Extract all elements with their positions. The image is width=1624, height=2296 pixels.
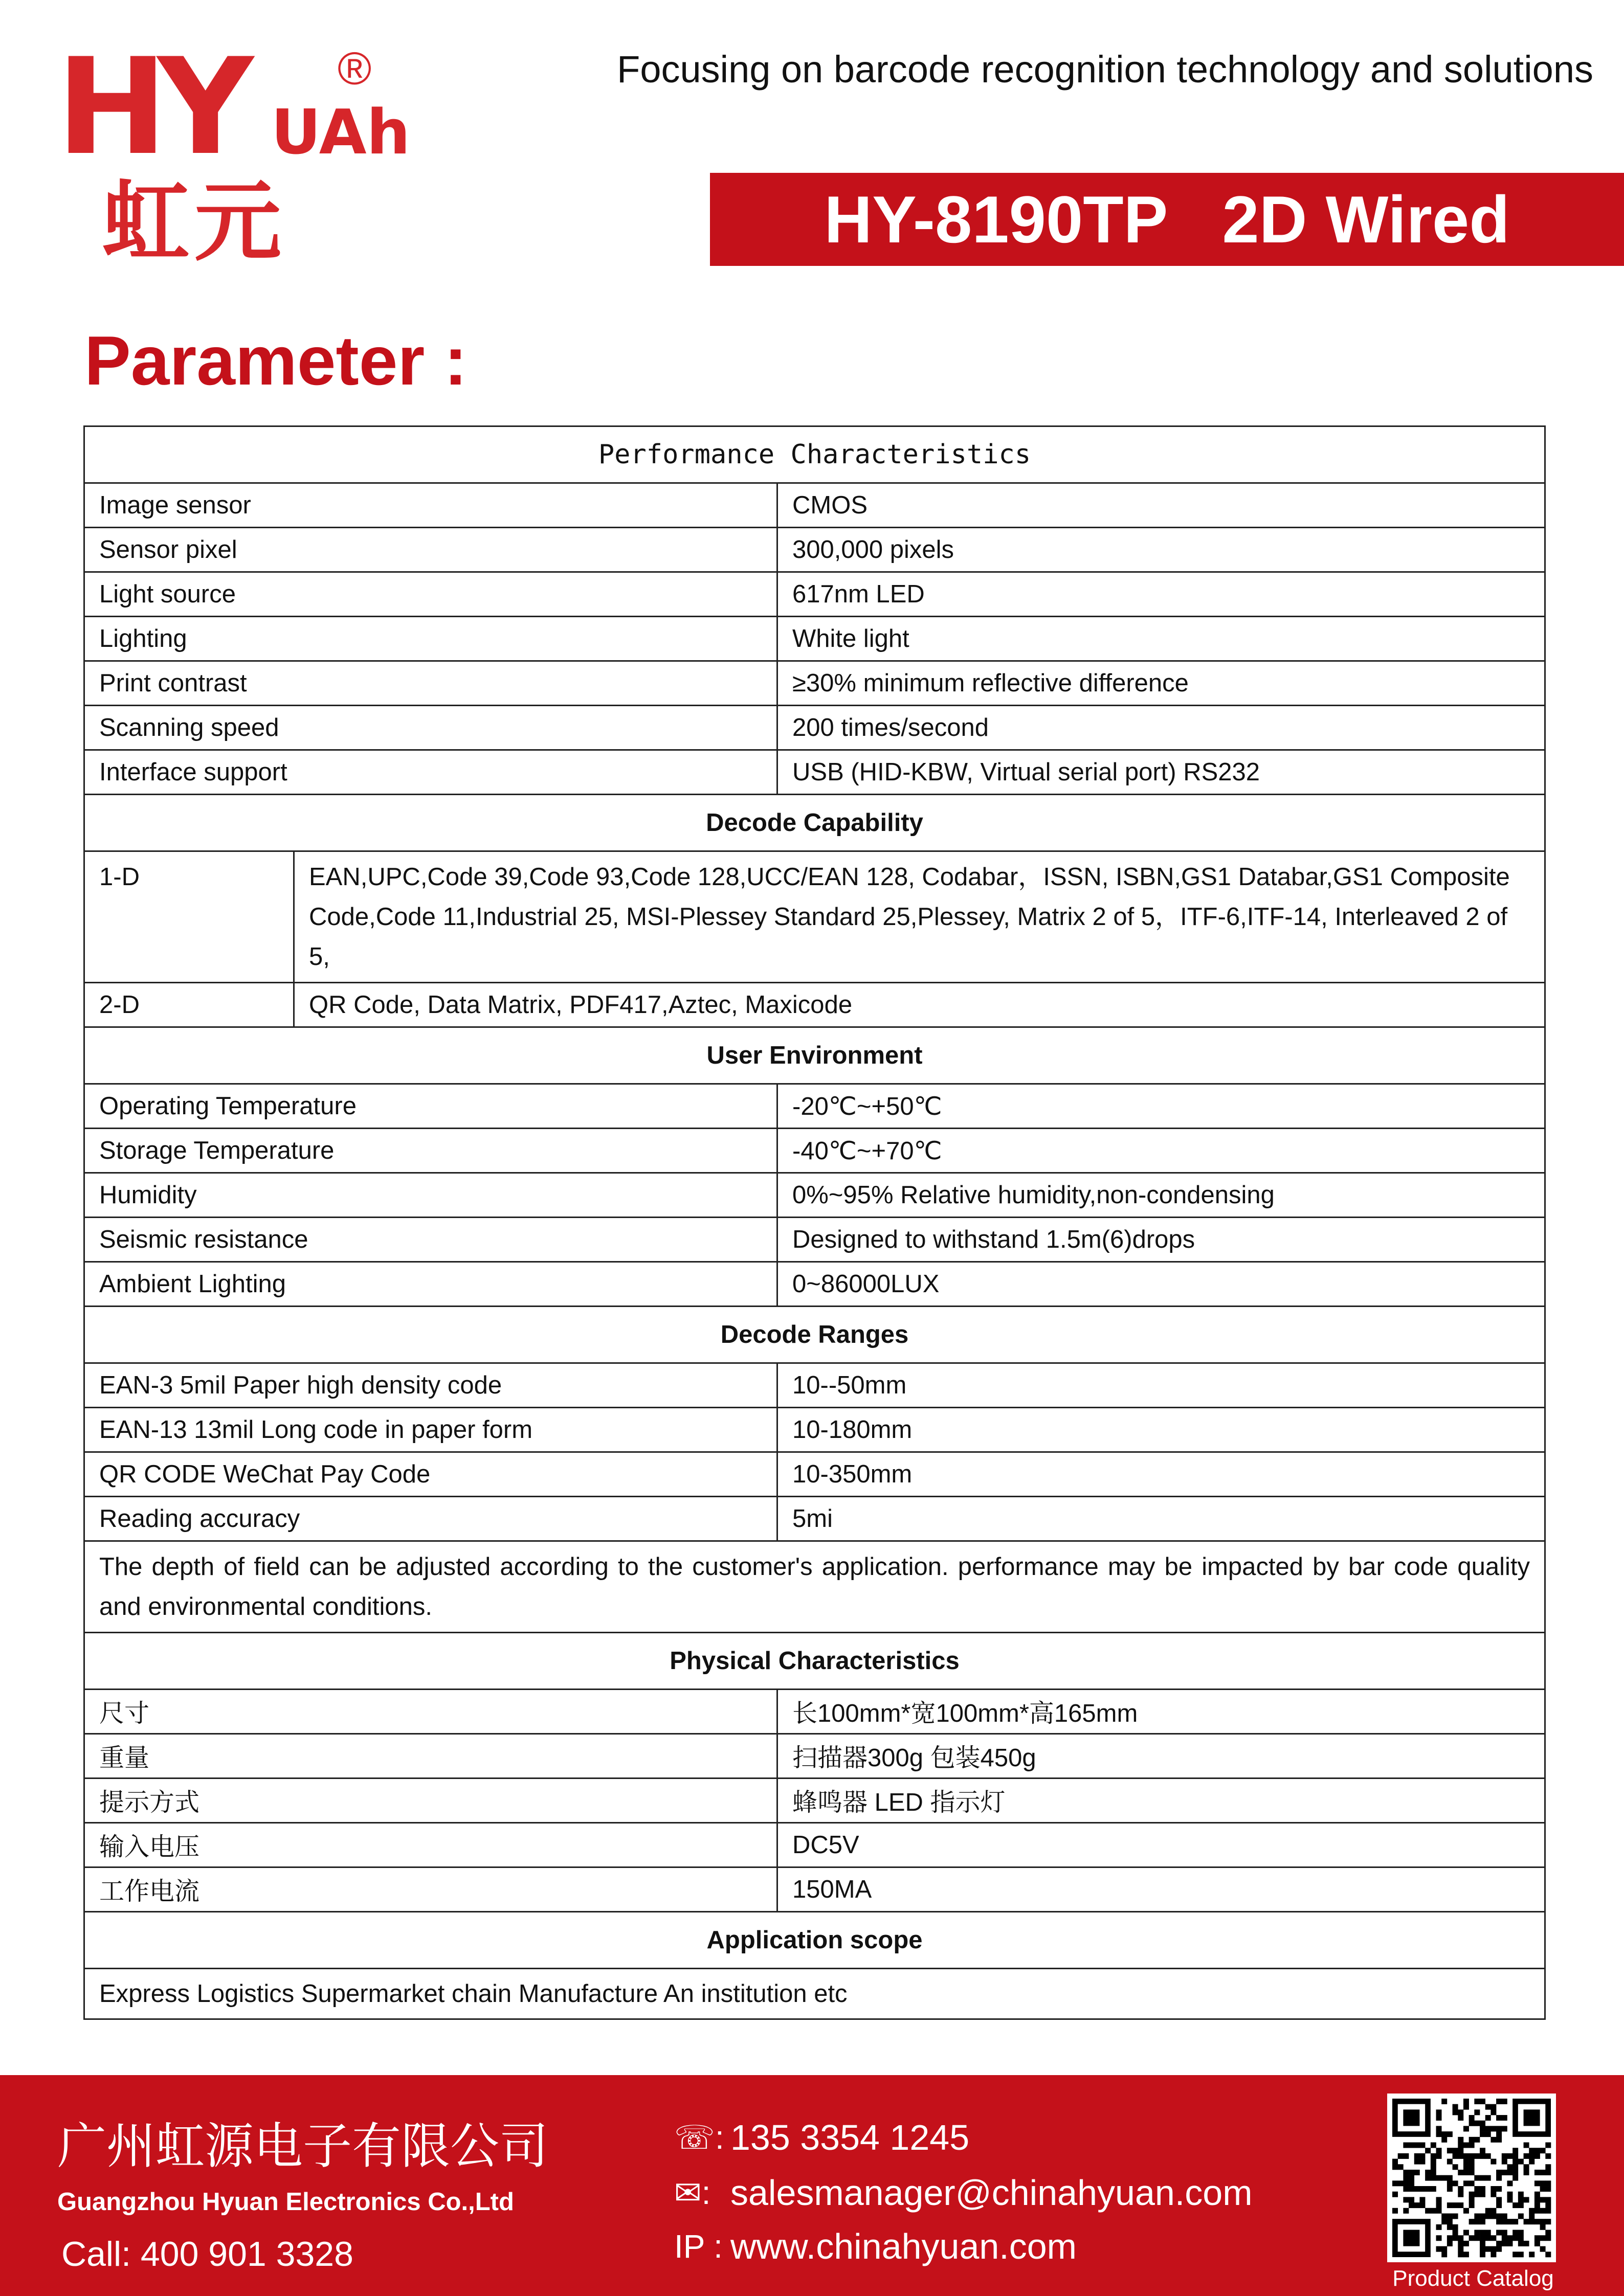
section-header-row (84, 1027, 1545, 1084)
spec-value: 0~86000LUX (777, 1262, 1545, 1307)
spec-label: 提示方式 (84, 1779, 777, 1823)
spec-value: White light (777, 617, 1545, 661)
spec-label: Operating Temperature (84, 1084, 777, 1129)
table-row (84, 617, 1545, 661)
table-row (84, 1823, 1545, 1867)
logo-latin-main: HY (56, 30, 243, 185)
company-logo (51, 30, 411, 273)
spec-value: 300,000 pixels (777, 528, 1545, 572)
spec-label: Storage Temperature (84, 1129, 777, 1173)
table-row (84, 1734, 1545, 1779)
decode-ranges-note: The depth of field can be adjusted according to the customer's application. performance may be impacted by bar code quality and environmental conditions. (84, 1541, 1545, 1633)
table-row (84, 750, 1545, 795)
email-row (674, 2170, 1253, 2216)
spec-label: QR CODE WeChat Pay Code (84, 1452, 777, 1497)
section-application-heading: Application scope (84, 1912, 1545, 1969)
table-row (84, 706, 1545, 750)
spec-label: 工作电流 (84, 1867, 777, 1912)
spec-value: 5mi (777, 1497, 1545, 1541)
website-url: www.chinahyuan.com (730, 2226, 1077, 2266)
spec-label: Ambient Lighting (84, 1262, 777, 1307)
spec-label: Reading accuracy (84, 1497, 777, 1541)
qr-code-graphic (1387, 2094, 1556, 2262)
spec-label: 1-D (84, 851, 294, 983)
section-decode-ranges-heading: Decode Ranges (84, 1307, 1545, 1363)
table-row (84, 1408, 1545, 1452)
company-name-en: Guangzhou Hyuan Electronics Co.,Ltd (57, 2188, 514, 2216)
spec-label: Seismic resistance (84, 1218, 777, 1262)
spec-label: Scanning speed (84, 706, 777, 750)
section-decode-capability-heading: Decode Capability (84, 795, 1545, 851)
table-row (84, 1262, 1545, 1307)
company-name-cn: 广州虹源电子有限公司 (57, 2119, 548, 2174)
spec-value: 蜂鸣器 LED 指示灯 (777, 1779, 1545, 1823)
hotline: Call: 400 901 3328 (61, 2235, 353, 2274)
table-row (84, 1129, 1545, 1173)
table-row (84, 1690, 1545, 1734)
table-row (84, 851, 1545, 983)
section-header-row (84, 1307, 1545, 1363)
email-address: salesmanager@chinahyuan.com (730, 2173, 1253, 2213)
ip-label: IP : (674, 2228, 723, 2265)
table-row (84, 983, 1545, 1027)
section-header-row (84, 1912, 1545, 1969)
spec-value: 长100mm*宽100mm*高165mm (777, 1690, 1545, 1734)
spec-label: Lighting (84, 617, 777, 661)
spec-label: 尺寸 (84, 1690, 777, 1734)
spec-label: Sensor pixel (84, 528, 777, 572)
tagline: Focusing on barcode recognition technology and solutions (617, 48, 1593, 91)
product-title: HY-8190TP 2D Wired (710, 173, 1624, 266)
spec-table (83, 425, 1546, 2020)
application-scope-text: Express Logistics Supermarket chain Manufacture An institution etc (84, 1969, 1545, 2019)
spec-value: -40℃~+70℃ (777, 1129, 1545, 1173)
section-header-row (84, 795, 1545, 851)
spec-label: EAN-13 13mil Long code in paper form (84, 1408, 777, 1452)
spec-value: Designed to withstand 1.5m(6)drops (777, 1218, 1545, 1262)
table-row (84, 483, 1545, 528)
section-performance-heading: Performance Characteristics (84, 426, 1545, 483)
table-row (84, 572, 1545, 617)
table-row (84, 1779, 1545, 1823)
spec-value: ≥30% minimum reflective difference (777, 661, 1545, 706)
qr-caption: Product Catalog (1392, 2266, 1554, 2291)
spec-value: 200 times/second (777, 706, 1545, 750)
section-user-environment-heading: User Environment (84, 1027, 1545, 1084)
spec-label: Light source (84, 572, 777, 617)
spec-value: 扫描器300g 包装450g (777, 1734, 1545, 1779)
spec-value: QR Code, Data Matrix, PDF417,Aztec, Maxicode (294, 983, 1545, 1027)
website-row (674, 2223, 1077, 2269)
spec-value: -20℃~+50℃ (777, 1084, 1545, 1129)
phone-icon: ☏: (674, 2119, 724, 2156)
spec-value: DC5V (777, 1823, 1545, 1867)
section-physical-heading: Physical Characteristics (84, 1633, 1545, 1690)
table-row (84, 528, 1545, 572)
logo-latin-sub: UAh (271, 97, 411, 168)
section-header-row (84, 1633, 1545, 1690)
table-row (84, 1452, 1545, 1497)
spec-label: 输入电压 (84, 1823, 777, 1867)
section-header-row (84, 426, 1545, 483)
spec-label: EAN-3 5mil Paper high density code (84, 1363, 777, 1408)
spec-label: 重量 (84, 1734, 777, 1779)
spec-value: 10-180mm (777, 1408, 1545, 1452)
spec-value: CMOS (777, 483, 1545, 528)
spec-label: Image sensor (84, 483, 777, 528)
spec-label: Humidity (84, 1173, 777, 1218)
logo-chinese: 虹元 (102, 172, 287, 273)
table-row (84, 1541, 1545, 1633)
qr-code-icon (1387, 2094, 1556, 2262)
spec-value: EAN,UPC,Code 39,Code 93,Code 128,UCC/EAN 128, Codabar，ISSN, ISBN,GS1 Databar,GS1 Composite Code,Code 11,Industrial 25, MSI-Plessey Standard 25,Plessey, Matrix 2 of 5，ITF-6,ITF-14, Interleaved 2 of 5, (294, 851, 1545, 983)
mail-icon: ✉: (674, 2174, 711, 2211)
spec-value: 0%~95% Relative humidity,non-condensing (777, 1173, 1545, 1218)
phone-row (674, 2114, 969, 2160)
phone-number: 135 3354 1245 (730, 2118, 970, 2157)
table-row (84, 1497, 1545, 1541)
table-row (84, 1084, 1545, 1129)
registered-mark: ® (338, 43, 372, 95)
spec-value: USB (HID-KBW, Virtual serial port) RS232 (777, 750, 1545, 795)
spec-label: 2-D (84, 983, 294, 1027)
table-row (84, 661, 1545, 706)
table-row (84, 1867, 1545, 1912)
parameter-heading: Parameter : (84, 322, 468, 399)
table-row (84, 1218, 1545, 1262)
footer (0, 2075, 1624, 2296)
table-row (84, 1363, 1545, 1408)
spec-value: 10-350mm (777, 1452, 1545, 1497)
spec-value: 10--50mm (777, 1363, 1545, 1408)
table-row (84, 1173, 1545, 1218)
spec-value: 617nm LED (777, 572, 1545, 617)
spec-label: Print contrast (84, 661, 777, 706)
spec-label: Interface support (84, 750, 777, 795)
table-row (84, 1969, 1545, 2019)
spec-value: 150MA (777, 1867, 1545, 1912)
